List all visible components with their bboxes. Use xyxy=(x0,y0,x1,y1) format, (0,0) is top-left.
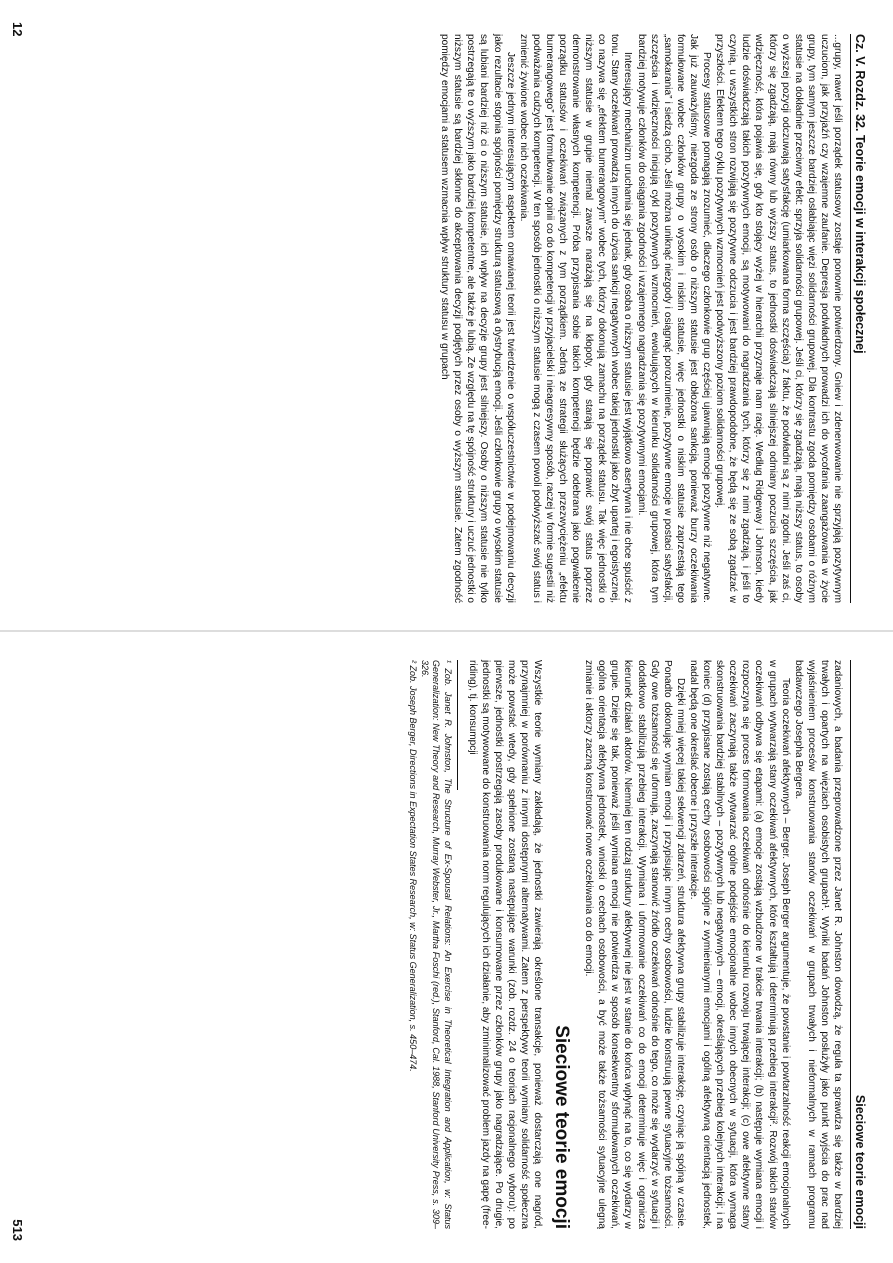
left-paragraph-1: ...grupy, nawet jeśli porządek statusowy zostaje ponownie potwierdzony. Gniew i zdenerwowanie nie sprzyjają pozytywnym uczuciom, jak przyjaźń czy wzajemne zaufanie. Depresja podwładnych prowadzi ich do wycofania zaangażowania w życie grupy, tym samym jeszcze bardziej osłabiając więzi solidarności grupowej. Dla kontrastu zgoda pomiędzy osobami o różnym statusie na dokładnie przeciwny efekt: sprzyja solidarności grupowej. Jeśli ci, którzy się zgadzają, mają niższy status, to osoby o wyższej pozycji odczuwają satysfakcję (umiarkowana forma szczęścia) z faktu, że podwładni są z nimi zgodni. Jeśli zaś ci, którzy się zgadzają, mają równy lub wyższy status, to jednostki doświadczają silniejszej odmiany poczucia szczęścia, jak wdzięczność, która pojawia się, gdy kto stojący wyżej w hierarchii przyznaje nam rację. Według Ridgeway i Johnson, kiedy ludzie doświadczają takich pozytywnych emocji, są motywowani do nagradzania tych, którzy się z nimi zgadzają, i jeśli to czynią, u wszystkich stron rozwijają się pozytywne odczucia i jest bardziej prawdopodobne, że będą się ze sobą zgadzać w przyszłości. Efektem tego cyklu pozytywnych wzmocnień jest podwyższony poziom solidarności grupowej. xyxy=(714,34,843,603)
left-page-number: 12 xyxy=(10,22,25,37)
berger-paragraph: Teoria oczekiwań afektywnych – Berger. Joseph Berger argumentuje, że powstanie i powtarzalność reakcji emocjonalnych w grupach wytwarzają stany oczekiwań afektywnych, które kształtują i determinują przebieg interakcji². Rozwój takich stanów oczekiwań odbywa się etapami: (a) emocje zostają wzbudzone w trakcie trwania interakcji; (b) następuje wymiana emocji i rozpoczyna się proces formowania oczekiwań odnośnie do kierunku rozwoju trwającej interakcji; (c) owe afektywne stany oczekiwań zaczynają także wytwarzać ogólne podejście emocjonalne wobec innych obecnych w sytuacji, która wymaga skonstruowania bardziej stabilnych – pozytywnych lub negatywnych – emocji, określających przebieg kolejnych interakcji; i na koniec (d) przypisane zostają cechy osobowości spójne z wymienianymi emocjami i ogólną afektywną orientacją jednostek, nadal będą one określać obecne i przyszłe interakcje. xyxy=(687,660,791,1229)
stabilization-paragraph: Dzięki mniej więcej takiej sekwencji zdarzeń, struktura afektywna grupy stabilizuje interakcję, czyniąc ją spójną w czasie. Ponadto dokonując wymian emocji i przypisując innym cechy osobowości, ludzie konstruują pewne sytuacyjne tożsamości. Gdy owe tożsamości się uformują, zaczynają stanowić źródło oczekiwań odnośnie do tego, co może się wydarzyć w sytuacji i dodatkowo stabilizują przebieg interakcji. Wymiana i uformowanie oczekiwań co do emocji determinuje więc i ogranicza kierunek działań aktorów. Niemniej ten rodzaj struktury afektywnej nie jest w stanie do końca wpłynąć na to, co się wydarzy w grupie. Dzieje się tak, ponieważ jeśli wymiana emocji nie potwierdza w sposób konsekwentny sformułowanych oczekiwań, ogólna orientacja afektywna jednostek, wnioski o cechach osobowości, a być może także tożsamości sytuacyjne ulegną zmianie i aktorzy zaczną konstruować nowe oczekiwania co do emocji. xyxy=(583,660,686,1229)
right-page xyxy=(0,638,893,1263)
footnote-rule xyxy=(457,660,458,790)
left-paragraph-4: Jeszcze jednym interesującym aspektem omawianej teorii jest twierdzenie o współuczestnictwie w podejmowaniu decyzji jako rezultacie stopnia spójności pomiędzy strukturą statusową a dystrybucją emocji. Jeśli członkowie grupy o wysokim statusie są lubiani bardziej niż ci o niższym statusie, ich wpływ na decyzje grupy jest silniejszy. Osoby o niższym statusie nie tylko postrzegają te o wyższym jako bardziej kompetentne, ale także je lubią. Ze względu na tę spójność struktury i uczuć jednostki o niższym statusie są bardziej skłonne do akceptowania decyzji podjętych przez osoby o wyższym statusie. Zatem zgodność pomiędzy emocjami a statusem wzmacnia wpływ struktury statusu w grupach xyxy=(439,34,516,603)
footnote-1: ¹ Zob. Janet R. Johnston, The Structure of Ex-Spousal Relations: An Exercise in Theoretical Integration and Application, w: Status Generalization: New Theory and Research, Murray Webster, Jr., Martha Foschi (red.), Stanford, Cal. 1988, Stanford University Press, s. 309–326. xyxy=(419,660,453,1229)
left-paragraph-2: Procesy statusowe pomagają zrozumieć, dlaczego członkowie grup częściej ujawniają emocje pozytywne niż negatywne. Jak już zauważyliśmy, niezgoda ze strony osób o niższym statusie jest obłożona sankcją, ponieważ burzy oczekiwania formułowane wobec członków grupy o wysokim i niskim statusie, więc jednostki o niskim statusie zaprzestają tego „samokarania” i siedzą cicho. Jeśli można uniknąć niezgody i osiągnąć porozumienie, pozytywne emocje w postaci satysfakcji, szczęścia i wdzięczności inicjują cykl pozytywnych wzmocnień, ewoluujących w kierunku solidarności grupowej, która tym bardziej motywuje członków do osiągania zgodności i wzajemnego nagradzania się pozytywnymi emocjami. xyxy=(635,34,713,603)
footnote-2: ² Zob. Joseph Berger, Directions in Expectation States Research, w: Status Generalization, s. 450–474. xyxy=(408,660,419,1072)
right-intro-paragraph: zadaniowych, a badania przeprowadzone przez Janet R. Johnston dowodzą, że reguła ta sprawdza się także w bardziej trwałych i opartych na więziach osobistych grupach¹. Wyniki badań Johnston posłużyły jako punkt wyjścia do prac nad wyjaśnieniem procesów konstruowania stanów oczekiwań w grupach trwałych i nieformalnych w ramach programu badawczego Josepha Bergera. xyxy=(792,660,843,1229)
book-spine xyxy=(0,630,893,632)
right-page-number: 513 xyxy=(10,1219,25,1241)
left-page xyxy=(0,0,893,625)
left-paragraph-3: Interesujący mechanizm uruchamia się jednak, gdy osoba o niższym statusie jest wyjątkowo asertywna i nie chce spuścić z tonu. Stany oczekiwań prowadzą innych do użycia sankcji negatywnych wobec takiej jednostki jako zbyt upartej i egoistycznej, co nazywa się „efektem bumerangowym” wobec tych, którzy dokonują zamachu na porządek statusu. Tak więc jednostki o niższym statusie w grupie niemal zawsze narażają się na kłopoty, gdy starają się poprawić swój status poprzez demonstrowanie własnych kompetencji. Próba przypisania sobie takich kompetencji będzie odebrana jako pogwałcenie porządku statusów i oczekiwań związanych z tym porządkiem. Jedną ze strategii służących przezwyciężeniu „efektu bumerangowego” jest formułowanie opinii co do kompetencji w przyjacielski i nieagresywny sposób, raczej w formie sugestii niż podważania cudzych kompetencji. W ten sposób jednostki o niższym statusie mogą z czasem powoli podwyższać swój status i zmienić żywione wobec nich oczekiwania. xyxy=(517,34,634,603)
right-running-head: Sieciowe teorie emocji xyxy=(850,660,867,1229)
section-heading: Sieciowe teorie emocji xyxy=(551,1025,573,1229)
section-paragraph: Wszystkie teorie wymiany zakładają, że jednostki zawierają określone transakcje, ponieważ dostarczają one nagród, przynajmniej w porównaniu z innymi dostępnymi alternatywami. Zatem z perspektywy teorii wymiany solidarność społeczna może powstać wtedy, gdy spełnione zostaną następujące warunki (zob. rozdz. 24 o teoriach racjonalnego wyboru): po pierwsze, jednostki postrzegają zasoby produkowane i konsumowane przez członków grupy jako nagradzające. Po drugie, jednostki są motywowane do konstruowania norm regulujących ich działanie, aby zminimalizować problem jazdy na gapę (free-riding), tj. konsumpcji xyxy=(466,660,544,1229)
left-running-head: Cz. V. Rozdz. 32. Teorie emocji w interakcji społecznej xyxy=(850,34,867,603)
